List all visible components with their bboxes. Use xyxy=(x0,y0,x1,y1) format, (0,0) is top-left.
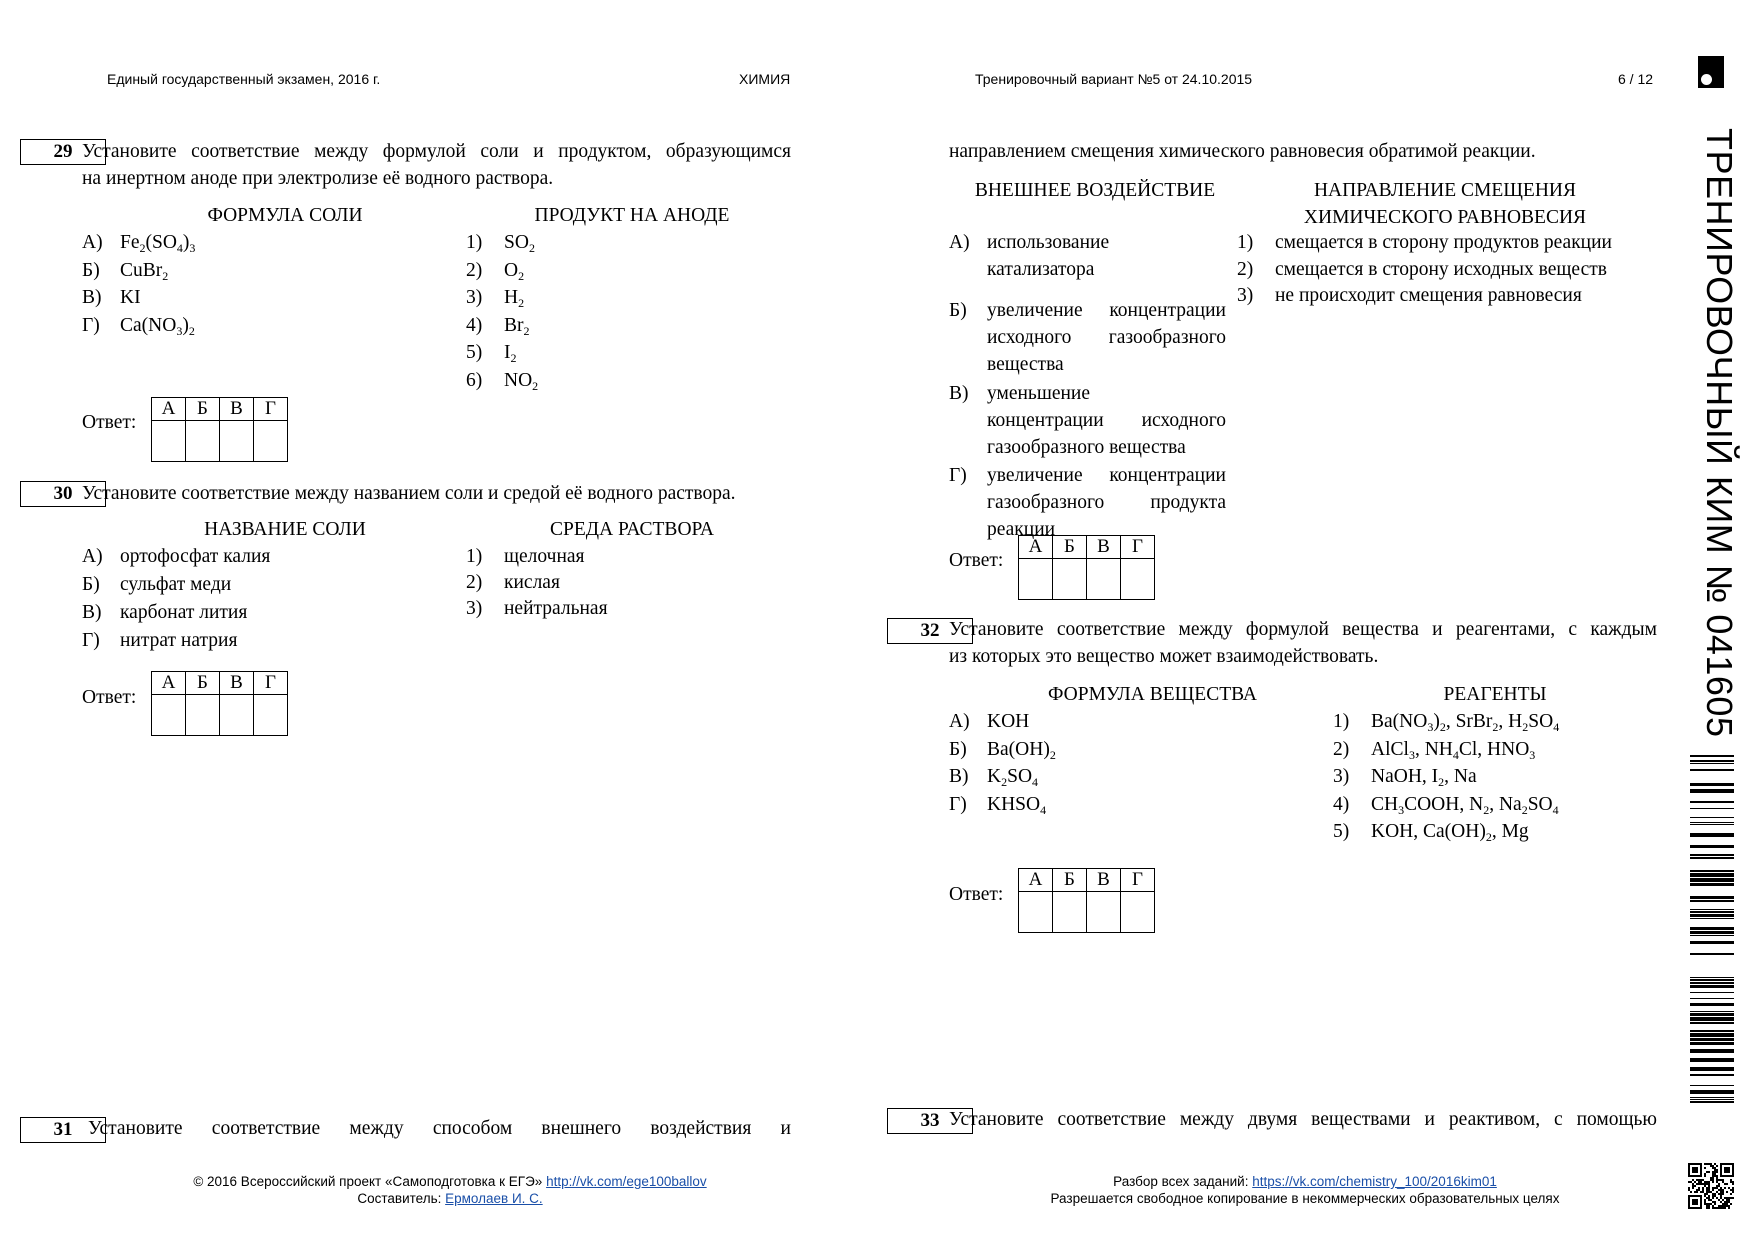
option-label: 3) xyxy=(1333,766,1350,787)
q30-left-option xyxy=(82,571,231,598)
option-label: Б) xyxy=(82,574,100,595)
q32-right-option xyxy=(1333,818,1529,845)
option-text: $KHSO_4$ xyxy=(987,793,1047,817)
q32-left-option xyxy=(949,791,1046,818)
q29-right-option xyxy=(466,284,524,311)
option-text: ортофосфат калия xyxy=(120,546,271,567)
q31-right-option xyxy=(1237,256,1607,283)
option-text: нейтральная xyxy=(504,598,608,619)
q31-left-option xyxy=(949,462,1226,543)
q32-right-option xyxy=(1333,708,1559,735)
option-label: 3) xyxy=(466,598,483,619)
option-text: уменьшение концентрации исходного газообразного вещества xyxy=(987,383,1226,458)
answer-col-g: Г xyxy=(1121,536,1155,559)
option-text: $K_2SO_4$ xyxy=(987,766,1039,789)
option-label: 1) xyxy=(1333,711,1350,732)
q31-right-heading-line2: ХИМИЧЕСКОГО РАВНОВЕСИЯ xyxy=(1303,207,1587,228)
q31-answer-table[interactable] xyxy=(1018,535,1155,600)
q32-right-option xyxy=(1333,736,1535,763)
q31-left-option xyxy=(949,297,1226,378)
option-text: щелочная xyxy=(504,546,585,567)
option-text: $I_2$ xyxy=(504,342,517,366)
option-text: $CH_3COOH$, $N_2$, $Na_2SO_4$ xyxy=(1371,793,1559,817)
option-label: Г) xyxy=(82,630,100,651)
answer-cell-b[interactable] xyxy=(1053,892,1087,933)
footer-analysis-link[interactable]: https://vk.com/chemistry_100/2016kim01 xyxy=(1252,1174,1497,1189)
q29-left-heading: ФОРМУЛА СОЛИ xyxy=(207,205,363,226)
option-text: AlCl$_3$, $NH_4Cl$, $HNO_3$ xyxy=(1371,738,1536,762)
footer-author-label: Составитель: xyxy=(357,1191,442,1206)
option-text: увеличение концентрации газообразного продукта реакции xyxy=(987,465,1226,540)
answer-col-b: Б xyxy=(1053,536,1087,559)
answer-col-a: А xyxy=(1019,869,1053,892)
option-text: CuBr$_2$ xyxy=(120,259,169,283)
answer-cell-a[interactable] xyxy=(1019,892,1053,933)
question-31-number: 31 xyxy=(20,1117,106,1143)
option-label: 6) xyxy=(466,370,483,391)
q32-left-option xyxy=(949,736,1056,763)
question-31-text: Установите соответствие между способом внешнего воздействия и xyxy=(88,1118,791,1139)
q30-left-option xyxy=(82,599,247,626)
q30-right-option xyxy=(466,595,608,622)
answer-cell-v[interactable] xyxy=(1087,559,1121,600)
option-text: $Ba(NO_3)_2$, SrBr$_2$, $H_2SO_4$ xyxy=(1371,711,1560,734)
q29-right-option xyxy=(466,339,517,366)
footer-copyright: © 2016 Всероссийский проект «Самоподготовка к ЕГЭ» xyxy=(193,1174,543,1189)
answer-cell-b[interactable] xyxy=(1053,559,1087,600)
q29-left-option xyxy=(82,312,195,339)
question-29-text-line1: Установите соответствие между формулой соли и продуктом, образующимся xyxy=(82,141,791,162)
option-text: KOH, $Ca(OH)_2$, Mg xyxy=(1371,821,1529,844)
question-29-number: 29 xyxy=(20,139,106,165)
q29-answer-label: Ответ: xyxy=(82,412,137,433)
question-32-text xyxy=(949,616,1657,670)
q31-left-option xyxy=(949,229,1226,283)
option-text: увеличение концентрации исходного газообразного вещества xyxy=(987,300,1226,375)
option-label: Б) xyxy=(949,300,967,321)
answer-col-v: В xyxy=(220,398,254,421)
option-label: Б) xyxy=(949,738,967,760)
answer-col-b: Б xyxy=(1053,869,1087,892)
answer-col-g: Г xyxy=(1121,869,1155,892)
footer-project-link[interactable]: http://vk.com/ege100ballov xyxy=(546,1174,707,1189)
corner-marker xyxy=(1698,56,1724,88)
option-label: Г) xyxy=(949,793,967,815)
option-text: $O_2$ xyxy=(504,259,525,283)
option-label: 1) xyxy=(466,232,483,253)
answer-cell-b[interactable] xyxy=(186,421,220,462)
option-label: А) xyxy=(949,232,970,253)
option-label: В) xyxy=(949,383,969,404)
q32-left-option xyxy=(949,763,1038,790)
answer-cell-g[interactable] xyxy=(254,421,288,462)
q31-right-heading-line1: НАПРАВЛЕНИЕ СМЕЩЕНИЯ xyxy=(1313,180,1577,201)
answer-col-v: В xyxy=(220,672,254,695)
option-label: А) xyxy=(82,546,103,567)
q29-right-option xyxy=(466,229,535,256)
footer-license: Разрешается свободное копирование в некоммерческих образовательных целях xyxy=(1050,1191,1560,1206)
answer-col-a: А xyxy=(1019,536,1053,559)
answer-col-a: А xyxy=(152,398,186,421)
option-label: Б) xyxy=(82,259,100,281)
footer-analysis-label: Разбор всех заданий: xyxy=(1113,1174,1249,1189)
option-text: кислая xyxy=(504,572,560,593)
q30-answer-label: Ответ: xyxy=(82,687,137,708)
q29-answer-table[interactable] xyxy=(151,397,288,462)
option-text: сульфат меди xyxy=(120,574,232,595)
option-text: KI xyxy=(120,287,141,309)
q30-left-option xyxy=(82,543,270,570)
subject-title: ХИМИЯ xyxy=(739,71,791,87)
option-text: $Ba(OH)_2$ xyxy=(987,738,1056,762)
question-32-number: 32 xyxy=(887,618,973,644)
option-label: 5) xyxy=(1333,821,1350,842)
option-label: А) xyxy=(82,232,103,253)
page-number: 6 / 12 xyxy=(1618,71,1654,87)
q29-right-option xyxy=(466,257,524,284)
option-text: $Ca(NO_3)_2$ xyxy=(120,314,195,338)
q30-right-option xyxy=(466,569,560,596)
q29-right-option xyxy=(466,312,530,339)
answer-cell-a[interactable] xyxy=(152,421,186,462)
option-text: $Fe_2(SO_4)_3$ xyxy=(120,232,196,255)
option-text: не происходит смещения равновесия xyxy=(1275,285,1582,306)
answer-col-b: Б xyxy=(186,398,220,421)
q29-left-option xyxy=(82,257,168,284)
option-label: 2) xyxy=(466,259,483,281)
option-text: $H_2$ xyxy=(504,287,525,311)
answer-col-g: Г xyxy=(254,398,288,421)
q30-answer-table[interactable] xyxy=(151,671,288,736)
q29-right-option xyxy=(466,367,538,394)
q31-left-option xyxy=(949,380,1226,461)
option-label: 2) xyxy=(1237,258,1254,280)
answer-cell-v[interactable] xyxy=(220,421,254,462)
option-text: смещается в сторону исходных веществ xyxy=(1275,258,1607,280)
option-label: В) xyxy=(82,287,102,309)
option-label: 1) xyxy=(1237,232,1254,253)
barcode xyxy=(1690,755,1734,1107)
q30-left-option xyxy=(82,627,237,654)
answer-col-b: Б xyxy=(186,672,220,695)
answer-col-v: В xyxy=(1087,869,1121,892)
question-31-continuation: направлением смещения химического равновесия обратимой реакции. xyxy=(949,141,1536,162)
option-text: $Br_2$ xyxy=(504,314,530,338)
option-label: А) xyxy=(949,711,970,732)
question-29-text-line2: на инертном аноде при электролизе её водного раствора. xyxy=(82,168,554,189)
option-text: NaOH, $I_2$, Na xyxy=(1371,766,1477,789)
option-text: смещается в сторону продуктов реакции xyxy=(1275,232,1612,253)
answer-cell-a[interactable] xyxy=(152,695,186,736)
qr-code xyxy=(1688,1163,1734,1209)
q31-right-option xyxy=(1237,229,1612,256)
exam-title: Единый государственный экзамен, 2016 г. xyxy=(107,71,381,87)
option-label: 1) xyxy=(466,546,483,567)
footer-left xyxy=(100,1173,800,1207)
q31-right-option xyxy=(1237,282,1582,309)
q29-left-option xyxy=(82,284,141,311)
q32-left-option xyxy=(949,708,1029,735)
q30-right-option xyxy=(466,543,585,570)
answer-col-g: Г xyxy=(254,672,288,695)
answer-col-a: А xyxy=(152,672,186,695)
q31-answer-label: Ответ: xyxy=(949,550,1004,571)
answer-cell-a[interactable] xyxy=(1019,559,1053,600)
q30-left-heading: НАЗВАНИЕ СОЛИ xyxy=(204,519,366,540)
option-label: Г) xyxy=(949,465,967,486)
answer-cell-v[interactable] xyxy=(220,695,254,736)
option-label: 4) xyxy=(1333,793,1350,815)
option-label: 2) xyxy=(466,572,483,593)
answer-col-v: В xyxy=(1087,536,1121,559)
option-text: использование катализатора xyxy=(987,232,1110,280)
option-label: 4) xyxy=(466,314,483,336)
q30-right-heading: СРЕДА РАСТВОРА xyxy=(550,519,714,540)
answer-cell-g[interactable] xyxy=(1121,892,1155,933)
q32-right-option xyxy=(1333,763,1477,790)
option-label: В) xyxy=(949,766,969,787)
question-29-text xyxy=(82,138,791,192)
footer-author-link[interactable]: Ермолаев И. С. xyxy=(445,1191,543,1206)
option-text: $SO_2$ xyxy=(504,232,535,255)
q31-left-heading: ВНЕШНЕЕ ВОЗДЕЙСТВИЕ xyxy=(974,180,1216,201)
q32-answer-table[interactable] xyxy=(1018,868,1155,933)
question-30-text: Установите соответствие между названием соли и средой её водного раствора. xyxy=(82,483,736,504)
question-30-number: 30 xyxy=(20,481,106,507)
option-text: карбонат лития xyxy=(120,602,248,623)
answer-cell-v[interactable] xyxy=(1087,892,1121,933)
footer-right xyxy=(955,1173,1655,1207)
option-text: KOH xyxy=(987,711,1030,732)
option-text: $NO_2$ xyxy=(504,370,539,393)
question-33-text: Установите соответствие между двумя веществами и реактивом, с помощью xyxy=(949,1109,1657,1130)
q32-right-option xyxy=(1333,791,1559,818)
option-label: 3) xyxy=(1237,285,1254,306)
question-32-text-line1: Установите соответствие между формулой вещества и реагентами, с каждым xyxy=(949,619,1657,640)
answer-cell-b[interactable] xyxy=(186,695,220,736)
q32-answer-label: Ответ: xyxy=(949,884,1004,905)
option-label: Г) xyxy=(82,314,100,336)
option-label: 3) xyxy=(466,287,483,309)
q29-left-option xyxy=(82,229,195,256)
answer-cell-g[interactable] xyxy=(1121,559,1155,600)
q32-left-heading: ФОРМУЛА ВЕЩЕСТВА xyxy=(1048,684,1257,705)
option-label: 2) xyxy=(1333,738,1350,760)
option-label: 5) xyxy=(466,342,483,364)
variant-title: Тренировочный вариант №5 от 24.10.2015 xyxy=(975,71,1253,87)
option-label: В) xyxy=(82,602,102,623)
question-32-text-line2: из которых это вещество может взаимодействовать. xyxy=(949,646,1379,667)
question-33-number: 33 xyxy=(887,1108,973,1134)
answer-cell-g[interactable] xyxy=(254,695,288,736)
q29-right-heading: ПРОДУКТ НА АНОДЕ xyxy=(534,205,730,226)
option-text: нитрат натрия xyxy=(120,630,238,651)
q32-right-heading: РЕАГЕНТЫ xyxy=(1443,684,1547,705)
side-title: ТРЕНИРОВОЧНЫЙ КИМ № 041605 xyxy=(1699,128,1740,738)
q31-right-heading xyxy=(1270,177,1620,231)
